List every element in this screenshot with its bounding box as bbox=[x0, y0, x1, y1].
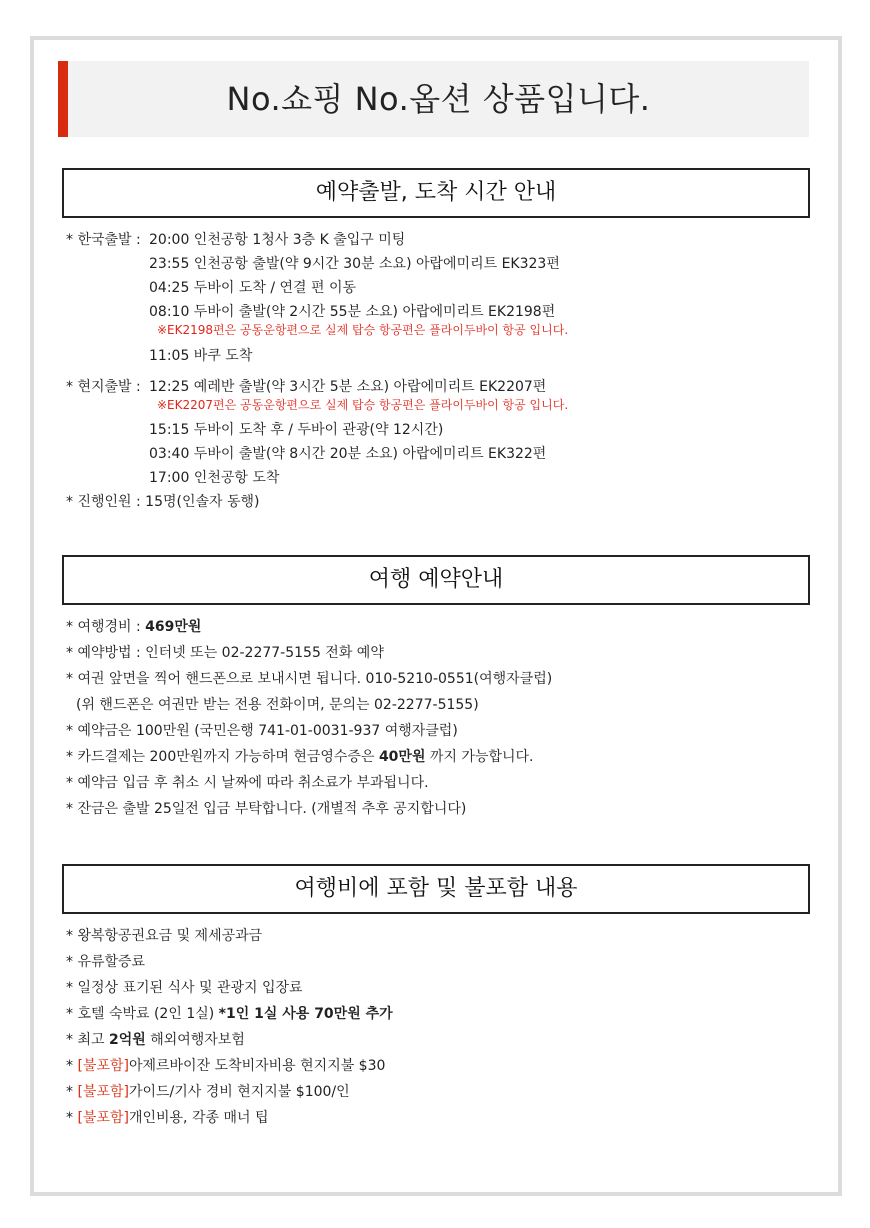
header-banner bbox=[58, 61, 809, 137]
insurance-text: 해외여행자보험 bbox=[145, 1032, 245, 1048]
local-line: 12:25 예레반 출발(약 3시간 5분 소요) 아랍에미리트 EK2207편 bbox=[149, 379, 547, 395]
korea-departure-label: * 한국출발 : bbox=[66, 232, 141, 248]
local-line: 15:15 두바이 도착 후 / 두바이 관광(약 12시간) bbox=[149, 422, 444, 438]
insurance-item bbox=[66, 1029, 245, 1049]
cost-row bbox=[66, 616, 201, 636]
booking-line: * 여권 앞면을 찍어 핸드폰으로 보내시면 됩니다. 010-5210-0551(여행자클럽) bbox=[66, 671, 553, 687]
section-heading-booking: 여행 예약안내 bbox=[62, 555, 810, 605]
excluded-item bbox=[66, 1055, 385, 1075]
local-line: 03:40 두바이 출발(약 8시간 20분 소요) 아랍에미리트 EK322편 bbox=[149, 446, 547, 462]
local-line: 17:00 인천공항 도착 bbox=[149, 470, 280, 486]
excluded-text: 개인비용, 각종 매너 팁 bbox=[128, 1110, 269, 1126]
cost-label: * 여행경비 : bbox=[66, 619, 146, 635]
excluded-tag: [불포함] bbox=[77, 1110, 129, 1126]
group-size: * 진행인원 : 15명(인솔자 동행) bbox=[66, 494, 260, 510]
banner-title: No.쇼핑 No.옵션 상품입니다. bbox=[226, 80, 651, 118]
included-item: * 일정상 표기된 식사 및 관광지 입장료 bbox=[66, 980, 303, 996]
bullet: * bbox=[66, 1110, 78, 1126]
excluded-item bbox=[66, 1107, 268, 1127]
korea-line: 08:10 두바이 출발(약 2시간 55분 소요) 아랍에미리트 EK2198편 bbox=[149, 304, 556, 320]
booking-line: (위 핸드폰은 여권만 받는 전용 전화이며, 문의는 02-2277-5155) bbox=[76, 697, 479, 713]
excluded-tag: [불포함] bbox=[77, 1058, 129, 1074]
single-room-note: *1인 1실 사용 70만원 추가 bbox=[218, 1006, 393, 1022]
insurance-amount: 2억원 bbox=[108, 1032, 146, 1048]
hotel-text: * 호텔 숙박료 (2인 1실) bbox=[66, 1006, 219, 1022]
insurance-text: * 최고 bbox=[66, 1032, 109, 1048]
cost-value: 469만원 bbox=[145, 619, 202, 635]
codeshare-note: ※EK2207편은 공동운항편으로 실제 탑승 항공편은 플라이두바이 항공 입니다. bbox=[157, 398, 569, 412]
korea-line: 11:05 바쿠 도착 bbox=[149, 348, 253, 364]
included-item: * 유류할증료 bbox=[66, 954, 146, 970]
section-heading-schedule: 예약출발, 도착 시간 안내 bbox=[62, 168, 810, 218]
korea-line: 04:25 두바이 도착 / 연결 편 이동 bbox=[149, 280, 357, 296]
booking-line: * 예약금은 100만원 (국민은행 741-01-0031-937 여행자클럽) bbox=[66, 723, 458, 739]
local-departure-label: * 현지출발 : bbox=[66, 379, 141, 395]
excluded-tag: [불포함] bbox=[77, 1084, 129, 1100]
card-text: 까지 가능합니다. bbox=[425, 749, 534, 765]
codeshare-note: ※EK2198편은 공동운항편으로 실제 탑승 항공편은 플라이두바이 항공 입니다. bbox=[157, 323, 569, 337]
bullet: * bbox=[66, 1084, 78, 1100]
booking-line: * 잔금은 출발 25일전 입금 부탁합니다. (개별적 추후 공지합니다) bbox=[66, 801, 467, 817]
included-item: * 왕복항공권요금 및 제세공과금 bbox=[66, 928, 263, 944]
excluded-text: 가이드/기사 경비 현지지불 $100/인 bbox=[128, 1084, 350, 1100]
booking-line: * 예약금 입금 후 취소 시 날짜에 따라 취소료가 부과됩니다. bbox=[66, 775, 429, 791]
card-amount: 40만원 bbox=[378, 749, 426, 765]
card-text: * 카드결제는 200만원까지 가능하며 현금영수증은 bbox=[66, 749, 379, 765]
korea-line: 20:00 인천공항 1청사 3층 K 출입구 미팅 bbox=[149, 232, 406, 248]
excluded-item bbox=[66, 1081, 350, 1101]
bullet: * bbox=[66, 1058, 78, 1074]
booking-line: * 예약방법 : 인터넷 또는 02-2277-5155 전화 예약 bbox=[66, 645, 384, 661]
hotel-item bbox=[66, 1003, 393, 1023]
card-payment-line bbox=[66, 746, 534, 766]
accent-bar bbox=[58, 61, 68, 137]
section-heading-inclusions: 여행비에 포함 및 불포함 내용 bbox=[62, 864, 810, 914]
korea-line: 23:55 인천공항 출발(약 9시간 30분 소요) 아랍에미리트 EK323편 bbox=[149, 256, 560, 272]
excluded-text: 아제르바이잔 도착비자비용 현지지불 $30 bbox=[128, 1058, 386, 1074]
